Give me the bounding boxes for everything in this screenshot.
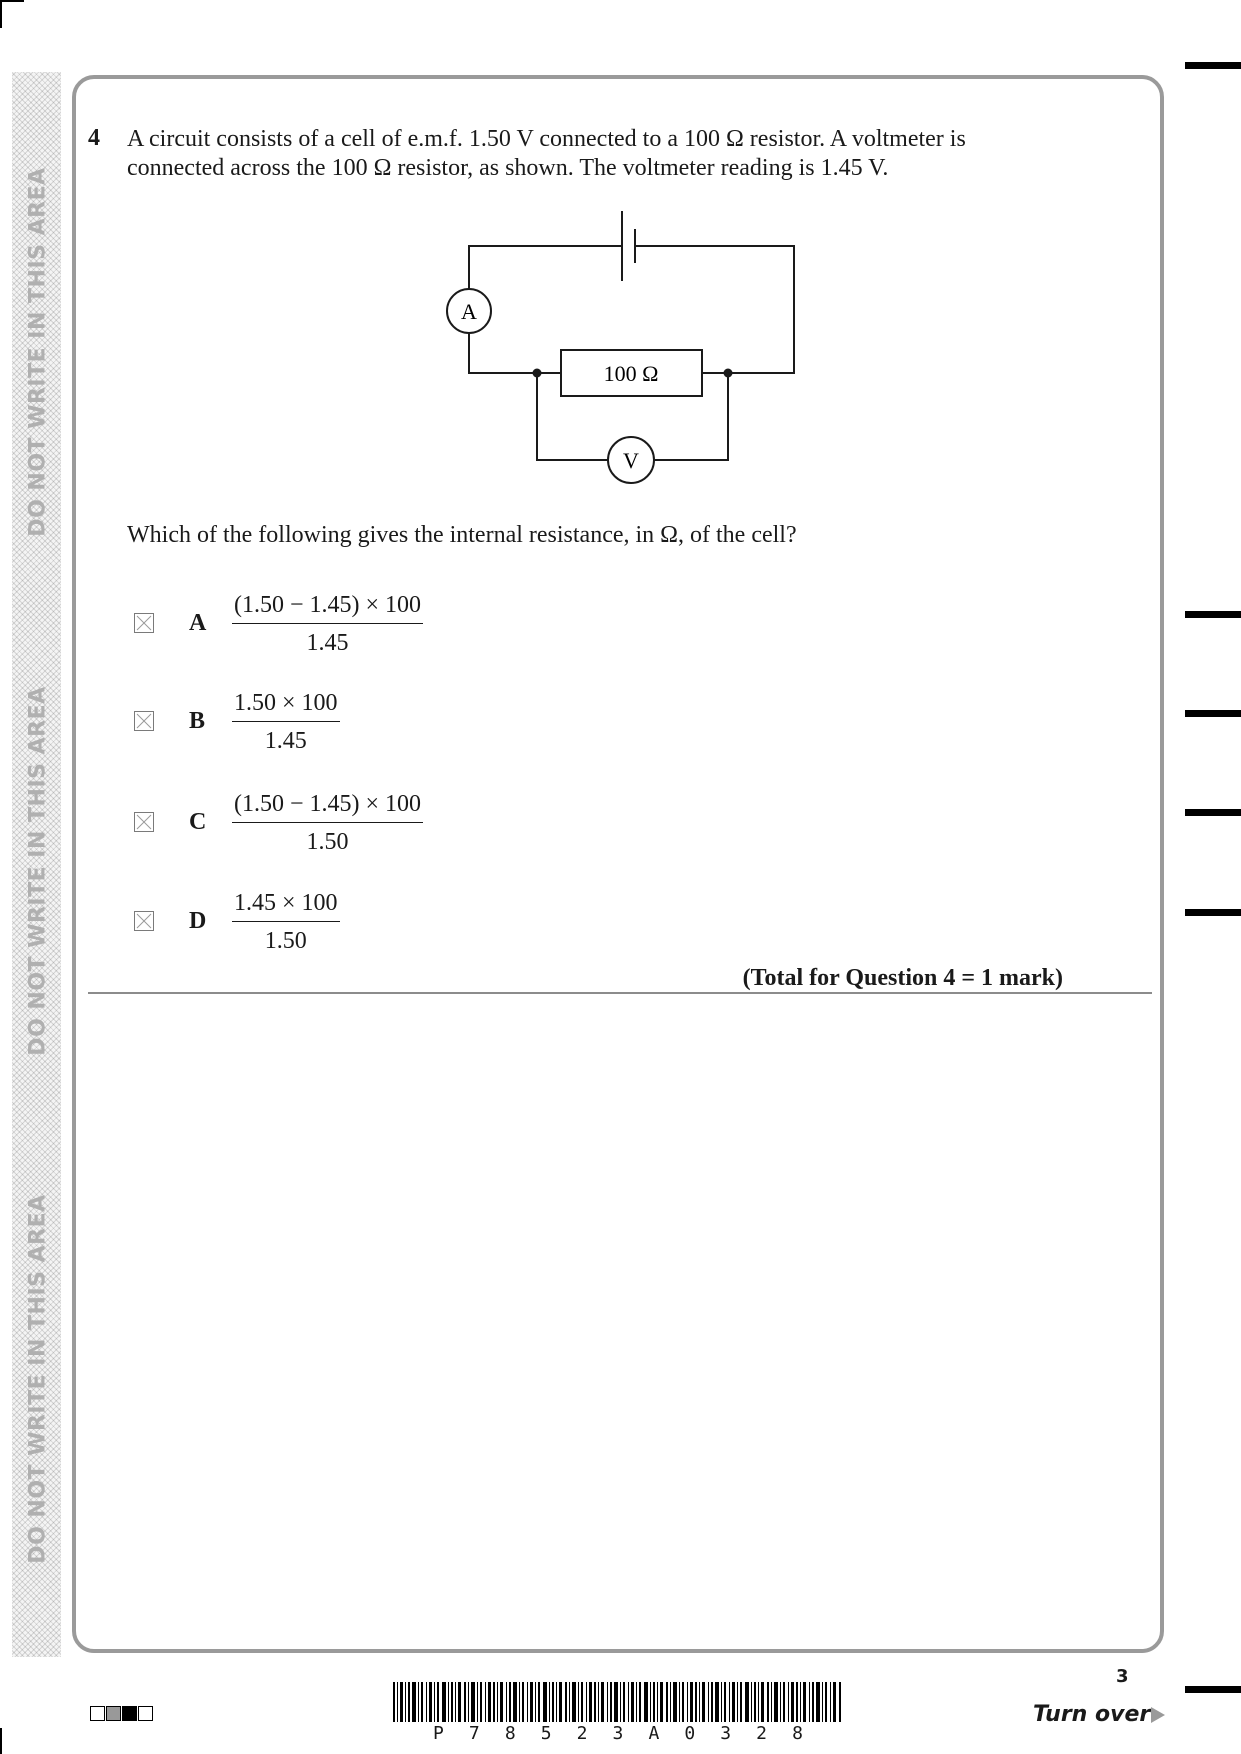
wire-left-bottom bbox=[469, 333, 561, 373]
cross-box-icon bbox=[135, 912, 153, 930]
fraction-numerator: (1.50 − 1.45) × 100 bbox=[232, 592, 423, 624]
turn-over-label: Turn over bbox=[1033, 1702, 1151, 1727]
fraction-numerator: 1.45 × 100 bbox=[232, 890, 340, 922]
wire-voltmeter-right bbox=[654, 373, 728, 460]
barcode-digit: P bbox=[433, 1723, 444, 1744]
question-total: (Total for Question 4 = 1 mark) bbox=[742, 965, 1063, 991]
timing-mark bbox=[1185, 611, 1241, 618]
barcode-digit: 5 bbox=[540, 1723, 552, 1744]
timing-mark bbox=[1185, 710, 1241, 717]
question-line: connected across the 100 Ω resistor, as shown. The voltmeter reading is 1.45 V. bbox=[127, 155, 889, 181]
barcode-digit: A bbox=[648, 1723, 660, 1744]
option-fraction bbox=[232, 791, 423, 856]
barcode-digits bbox=[393, 1723, 843, 1744]
square-grey bbox=[106, 1706, 121, 1721]
square-empty bbox=[138, 1706, 153, 1721]
margin-warning: DO NOT WRITE IN THIS AREA bbox=[25, 167, 51, 537]
question-prompt: Which of the following gives the internal resistance, in Ω, of the cell? bbox=[127, 522, 797, 548]
barcode-digit: 8 bbox=[792, 1723, 803, 1744]
option-letter: D bbox=[189, 908, 207, 934]
option-letter: A bbox=[189, 610, 207, 636]
option-fraction bbox=[232, 592, 423, 657]
timing-mark bbox=[1185, 1686, 1241, 1693]
resistor-label: 100 Ω bbox=[603, 361, 659, 386]
question-line: A circuit consists of a cell of e.m.f. 1.50 V connected to a 100 Ω resistor. A voltmeter is bbox=[127, 126, 966, 152]
page-number: 3 bbox=[1116, 1666, 1129, 1687]
square-empty bbox=[90, 1706, 105, 1721]
cross-box-icon bbox=[135, 712, 153, 730]
answer-checkbox[interactable] bbox=[134, 613, 154, 633]
barcode-digit: 2 bbox=[576, 1723, 588, 1744]
barcode bbox=[393, 1682, 843, 1722]
margin-warning: DO NOT WRITE IN THIS AREA bbox=[25, 1194, 51, 1564]
circuit-diagram bbox=[0, 0, 1241, 520]
barcode-digit: 2 bbox=[756, 1723, 767, 1744]
barcode-digit: 7 bbox=[468, 1723, 480, 1744]
registration-squares bbox=[90, 1706, 153, 1721]
option-fraction bbox=[232, 690, 340, 755]
wire-top-right bbox=[635, 246, 794, 373]
question-divider bbox=[88, 992, 1152, 994]
fraction-denominator: 1.50 bbox=[264, 928, 307, 954]
answer-checkbox[interactable] bbox=[134, 711, 154, 731]
play-arrow-icon bbox=[1150, 1706, 1166, 1724]
answer-checkbox[interactable] bbox=[134, 812, 154, 832]
fraction-denominator: 1.45 bbox=[264, 728, 307, 754]
margin-warning: DO NOT WRITE IN THIS AREA bbox=[25, 686, 51, 1056]
junction-right bbox=[724, 369, 733, 378]
square-black bbox=[122, 1706, 137, 1721]
timing-mark bbox=[1185, 909, 1241, 916]
timing-mark bbox=[1185, 809, 1241, 816]
cross-box-icon bbox=[135, 614, 153, 632]
fraction-denominator: 1.45 bbox=[306, 630, 349, 656]
junction-left bbox=[533, 369, 542, 378]
answer-checkbox[interactable] bbox=[134, 911, 154, 931]
question-number: 4 bbox=[88, 125, 100, 151]
fraction-numerator: (1.50 − 1.45) × 100 bbox=[232, 791, 423, 823]
cross-box-icon bbox=[135, 813, 153, 831]
option-letter: B bbox=[189, 708, 206, 734]
voltmeter-label: V bbox=[623, 448, 639, 473]
fraction-numerator: 1.50 × 100 bbox=[232, 690, 340, 722]
crop-mark bbox=[0, 1728, 2, 1754]
ammeter-label: A bbox=[461, 299, 477, 324]
option-fraction bbox=[232, 890, 340, 955]
barcode-digit: 0 bbox=[684, 1723, 696, 1744]
wire-voltmeter-left bbox=[537, 373, 608, 460]
barcode-digit: 8 bbox=[504, 1723, 516, 1744]
barcode-digit: 3 bbox=[720, 1723, 732, 1744]
option-letter: C bbox=[189, 809, 207, 835]
fraction-denominator: 1.50 bbox=[306, 829, 349, 855]
barcode-digit: 3 bbox=[612, 1723, 624, 1744]
